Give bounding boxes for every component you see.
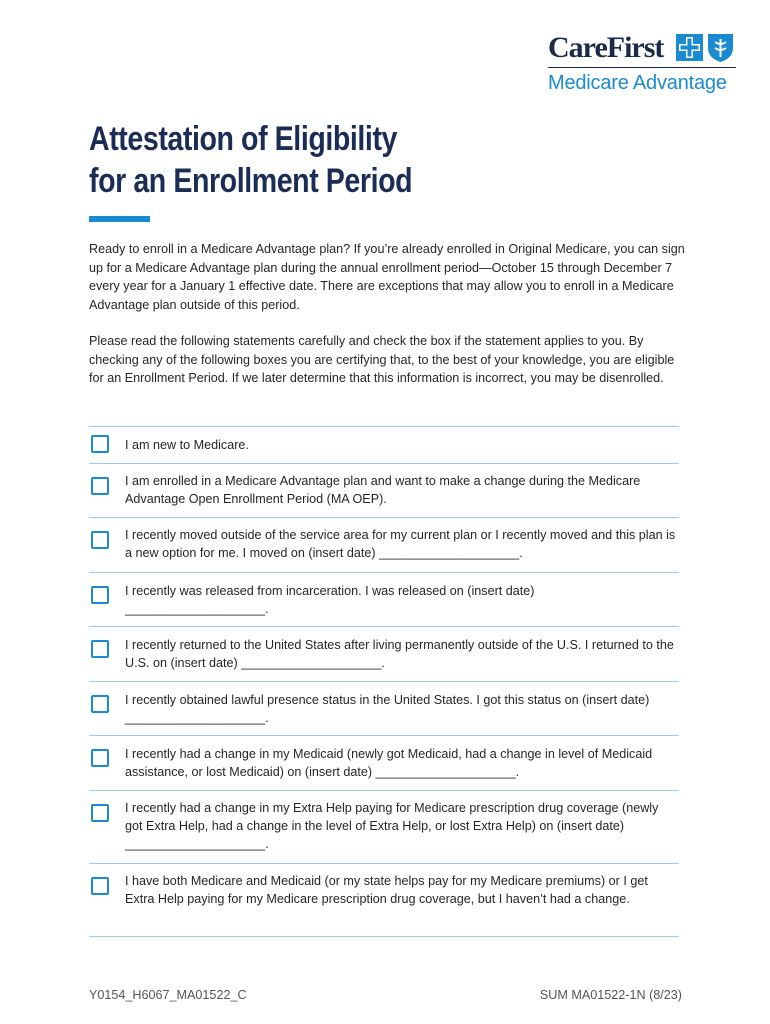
logo-divider	[548, 67, 736, 68]
statement-text: I am new to Medicare.	[125, 438, 249, 452]
statement-checkbox[interactable]	[91, 435, 109, 453]
title-line-1: Attestation of Eligibility	[89, 120, 398, 158]
statement-text: I recently had a change in my Extra Help paying for Medicare prescription drug coverage (newly got Extra Help, had a change in the level of Extra Help, or lost Extra Help) on (insert date) ____________________.	[125, 801, 659, 851]
statement-checkbox[interactable]	[91, 695, 109, 713]
carefirst-logo	[548, 30, 736, 96]
page-title	[89, 118, 559, 202]
statement-text: I recently had a change in my Medicaid (newly got Medicaid, had a change in level of Medicaid assistance, or lost Medicaid) on (insert date) ____________________.	[125, 747, 653, 779]
statement-row	[89, 627, 679, 682]
statement-text: I recently obtained lawful presence status in the United States. I got this status on (insert date) ____________________.	[125, 693, 650, 725]
statement-row	[89, 864, 679, 937]
footer-form-version: SUM MA01522-1N (8/23)	[539, 988, 682, 1002]
statement-checkbox[interactable]	[91, 586, 109, 604]
statement-row	[89, 682, 679, 736]
title-accent-bar	[89, 216, 150, 222]
statement-row	[89, 791, 679, 864]
statement-checkbox[interactable]	[91, 477, 109, 495]
statement-text: I am enrolled in a Medicare Advantage plan and want to make a change during the Medicare Advantage Open Enrollment Period (MA OEP).	[125, 474, 641, 506]
logo-brand-text: CareFirst	[548, 31, 664, 64]
statement-row	[89, 427, 679, 464]
logo-subtitle: Medicare Advantage	[548, 72, 727, 94]
statement-row	[89, 464, 679, 518]
statement-checkbox[interactable]	[91, 877, 109, 895]
statement-checkbox[interactable]	[91, 531, 109, 549]
blue-cross-icon	[676, 34, 703, 61]
intro-paragraph-1: Ready to enroll in a Medicare Advantage plan? If you’re already enrolled in Original Medicare, you can sign up for a Medicare Advantage plan during the annual enrollment period—October 15 through December 7 every year for a January 1 effective date. There are exceptions that may allow you to enroll in a Medicare Advantage plan outside of this period.	[89, 242, 685, 312]
statement-text: I recently was released from incarceration. I was released on (insert date) ____________________.	[125, 584, 535, 616]
statement-text: I recently moved outside of the service area for my current plan or I recently moved and this plan is a new option for me. I moved on (insert date) ____________________.	[125, 528, 676, 560]
statement-checkbox[interactable]	[91, 640, 109, 658]
blue-shield-icon	[707, 32, 734, 63]
statement-row	[89, 736, 679, 791]
statement-text: I recently returned to the United States after living permanently outside of the U.S. I returned to the U.S. on (insert date) ____________________.	[125, 638, 674, 670]
statement-checkbox[interactable]	[91, 804, 109, 822]
statement-text: I have both Medicare and Medicaid (or my state helps pay for my Medicare premiums) or I get Extra Help paying for my Medicare prescription drug coverage, but I haven’t had a change.	[125, 874, 648, 906]
statement-row	[89, 573, 679, 627]
statement-row	[89, 518, 679, 573]
footer-form-id: Y0154_H6067_MA01522_C	[89, 988, 247, 1002]
title-line-2: for an Enrollment Period	[89, 162, 413, 200]
intro-paragraph-2: Please read the following statements carefully and check the box if the statement applies to you. By checking any of the following boxes you are certifying that, to the best of your knowledge, you are eligible for an Enrollment Period. If we later determine that this information is incorrect, you may be disenrolled.	[89, 334, 675, 385]
eligibility-statement-list	[89, 426, 679, 937]
statement-checkbox[interactable]	[91, 749, 109, 767]
